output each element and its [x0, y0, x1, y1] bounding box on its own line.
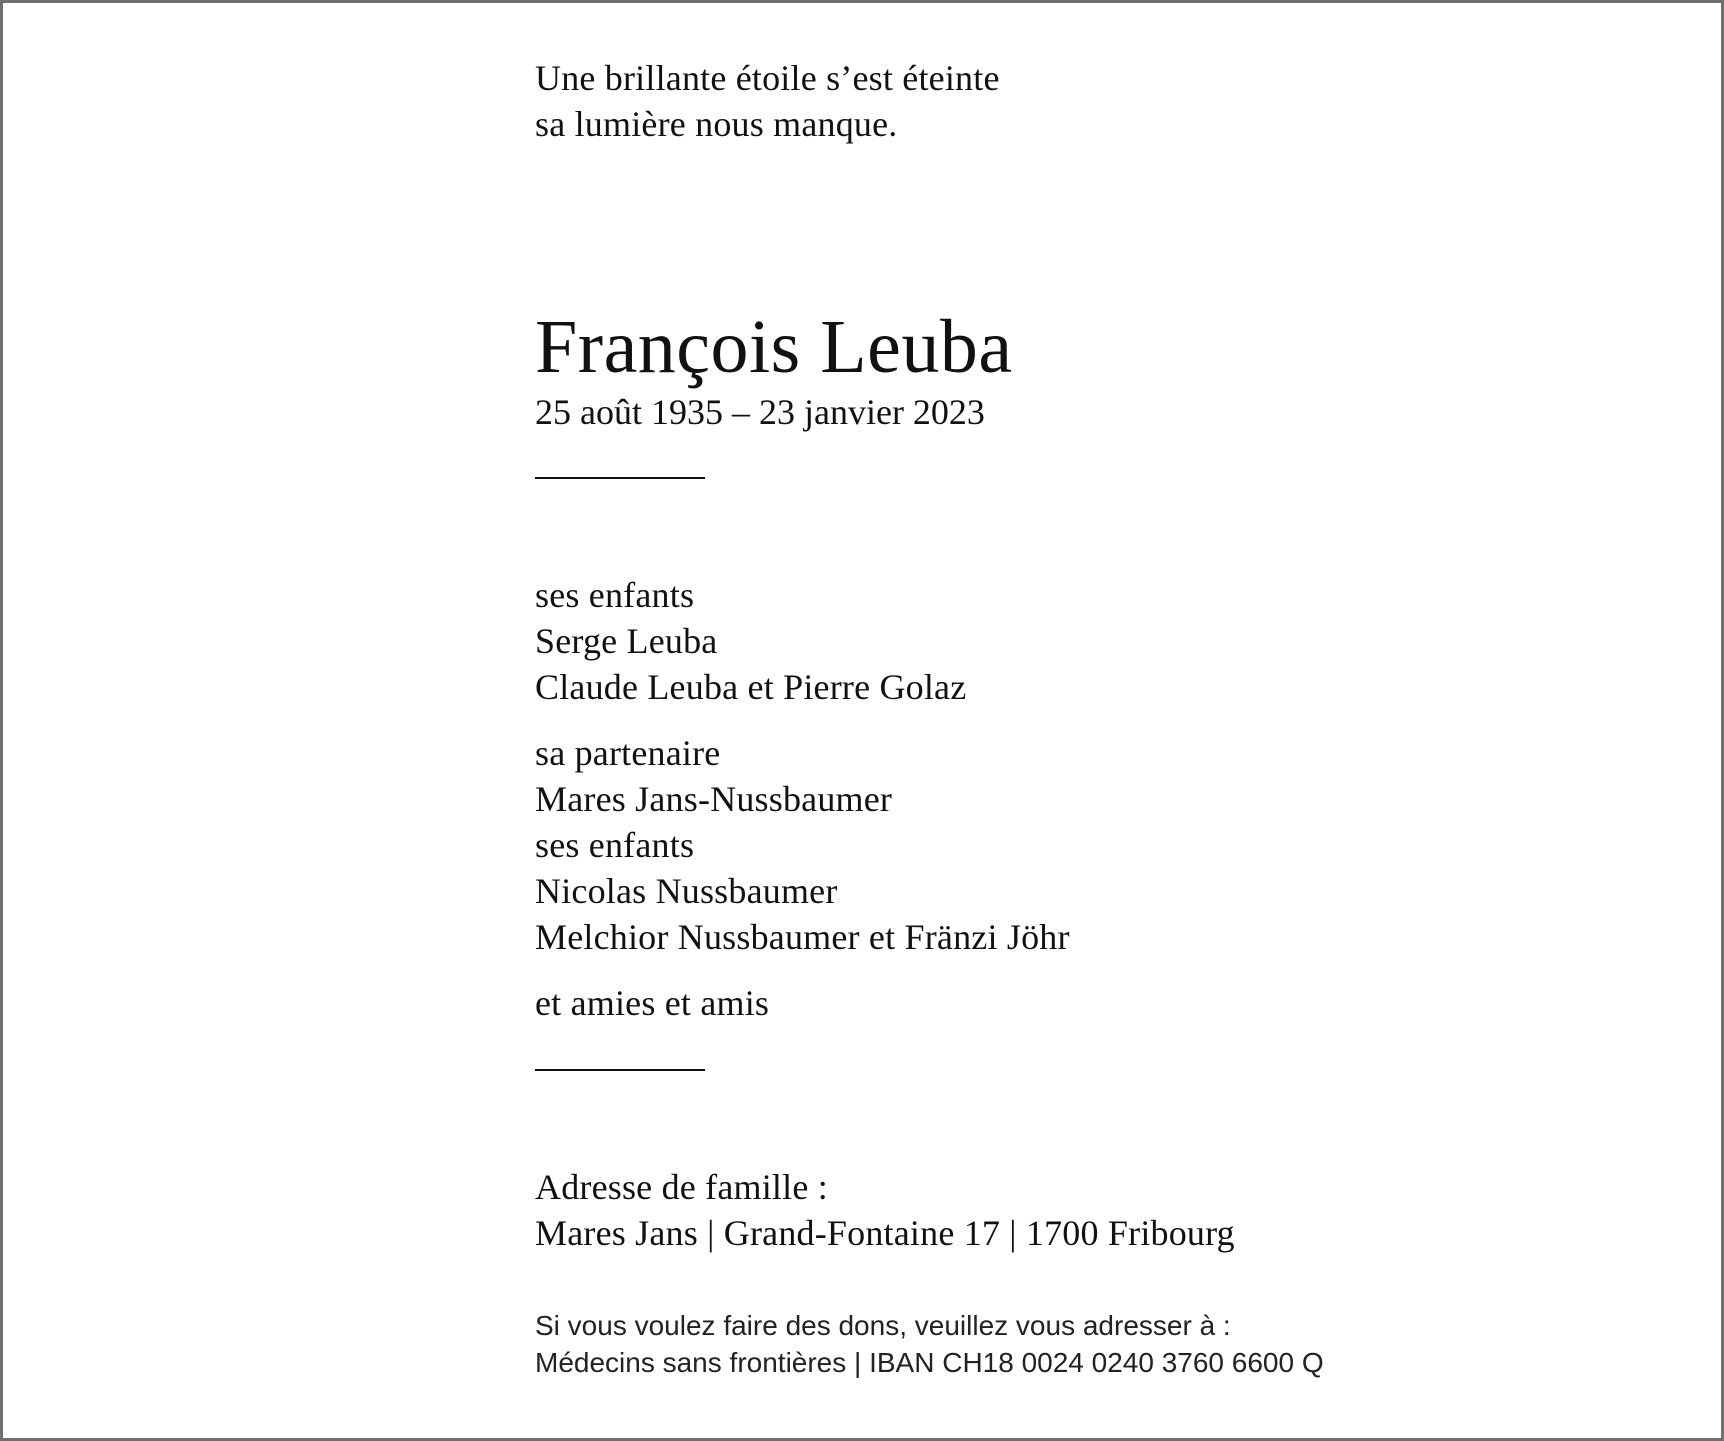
family-line: Nicolas Nussbaumer	[535, 871, 838, 911]
family-line: Mares Jans-Nussbaumer	[535, 779, 893, 819]
deceased-name: François Leuba	[535, 305, 1013, 389]
family-line: Melchior Nussbaumer et Fränzi Jöhr	[535, 917, 1070, 957]
address-line: Mares Jans | Grand-Fontaine 17 | 1700 Fribourg	[535, 1213, 1235, 1253]
family-line: ses enfants	[535, 825, 695, 865]
epigraph-line-1: Une brillante étoile s’est éteinte	[535, 58, 1000, 98]
donations-line-2: Médecins sans frontières | IBAN CH18 0024 0240 3760 6600 Q	[535, 1347, 1324, 1378]
family-line: sa partenaire	[535, 733, 721, 773]
address-label: Adresse de famille :	[535, 1167, 828, 1207]
family-line: Serge Leuba	[535, 621, 718, 661]
deceased-dates: 25 août 1935 – 23 janvier 2023	[535, 392, 985, 432]
family-line: et amies et amis	[535, 983, 770, 1023]
divider-bottom	[535, 1069, 705, 1071]
divider-top	[535, 477, 705, 479]
family-line: ses enfants	[535, 575, 695, 615]
epigraph-line-2: sa lumière nous manque.	[535, 104, 898, 144]
donations-line-1: Si vous voulez faire des dons, veuillez vous adresser à :	[535, 1310, 1231, 1341]
family-line: Claude Leuba et Pierre Golaz	[535, 667, 967, 707]
